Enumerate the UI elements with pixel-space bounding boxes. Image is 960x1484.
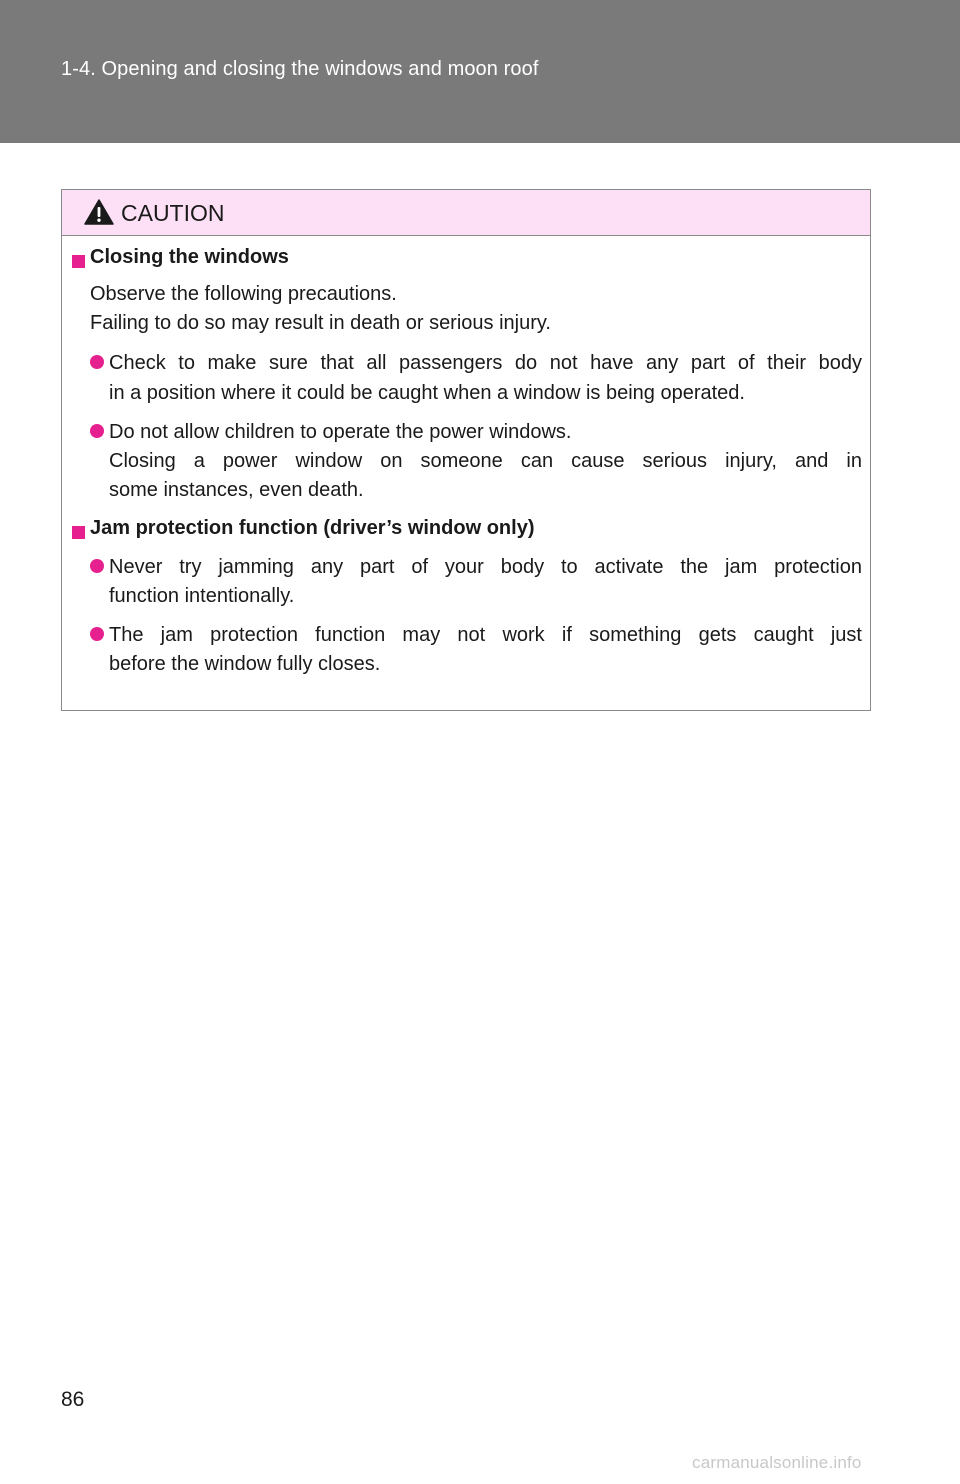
warning-triangle-icon — [84, 199, 114, 225]
round-bullet-icon — [90, 424, 104, 438]
square-bullet-icon — [72, 526, 85, 539]
page-number: 86 — [61, 1388, 85, 1411]
list-item-line: function intentionally. — [109, 585, 295, 607]
round-bullet-icon — [90, 627, 104, 641]
watermark: carmanualsonline.info — [692, 1453, 862, 1472]
square-bullet-icon — [72, 255, 85, 268]
list-item-line: some instances, even death. — [109, 479, 364, 501]
list-item-line: The jam protection function may not work if something gets caught just — [109, 624, 862, 646]
caution-header — [62, 190, 870, 236]
section-heading: Jam protection function (driver’s window only) — [90, 517, 535, 539]
list-item-line: Closing a power window on someone can cause serious injury, and in — [109, 450, 862, 472]
caution-title: CAUTION — [121, 200, 225, 226]
list-item-line: Do not allow children to operate the power windows. — [109, 421, 572, 443]
intro-line: Observe the following precautions. — [90, 283, 397, 305]
list-item-line: Never try jamming any part of your body to activate the jam protection — [109, 556, 862, 578]
intro-line: Failing to do so may result in death or serious injury. — [90, 312, 551, 334]
list-item-line: in a position where it could be caught when a window is being operated. — [109, 382, 745, 404]
round-bullet-icon — [90, 355, 104, 369]
section-heading: Closing the windows — [90, 246, 289, 268]
list-item-line: Check to make sure that all passengers do not have any part of their body — [109, 352, 862, 374]
list-item-line: before the window fully closes. — [109, 653, 381, 675]
round-bullet-icon — [90, 559, 104, 573]
section-title: 1-4. Opening and closing the windows and moon roof — [61, 58, 539, 80]
chapter-header-band — [0, 0, 960, 143]
caution-box — [61, 189, 871, 711]
